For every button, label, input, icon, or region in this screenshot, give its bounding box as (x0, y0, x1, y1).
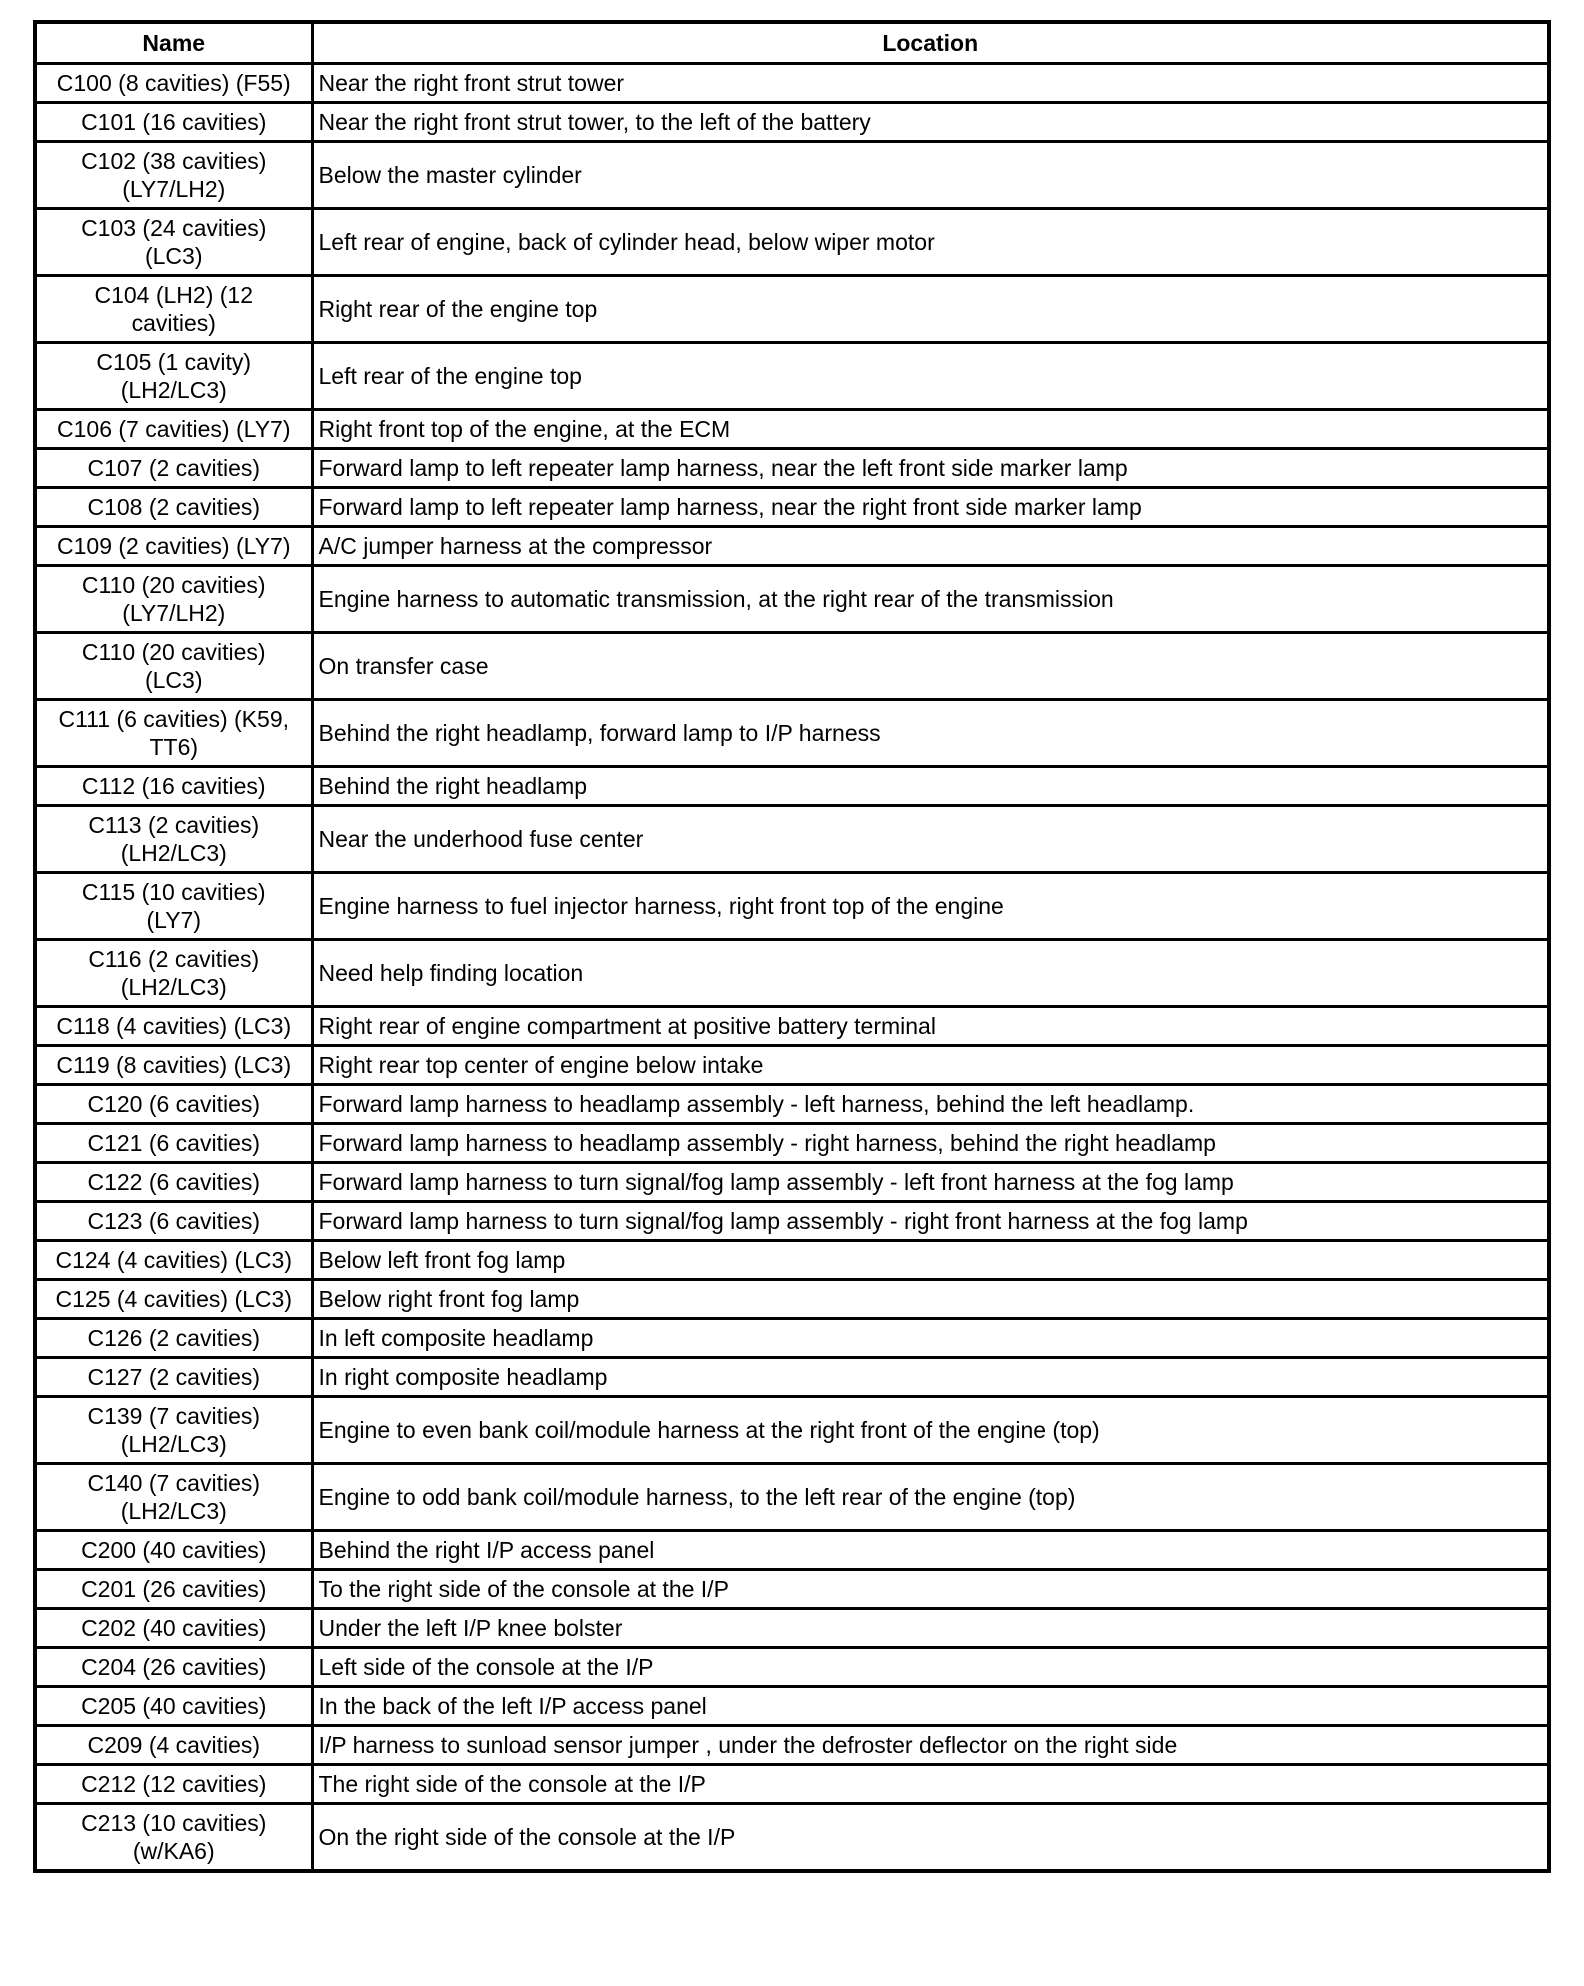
column-header-location: Location (312, 22, 1549, 64)
table-row (35, 1085, 1549, 1124)
connector-name-cell: C200 (40 cavities) (35, 1531, 312, 1570)
table-row (35, 1358, 1549, 1397)
connector-name-cell: C101 (16 cavities) (35, 103, 312, 142)
connector-name-cell: C125 (4 cavities) (LC3) (35, 1280, 312, 1319)
table-row (35, 1531, 1549, 1570)
connector-name-cell: C108 (2 cavities) (35, 488, 312, 527)
table-row (35, 940, 1549, 1007)
table-row (35, 1687, 1549, 1726)
table-row (35, 1765, 1549, 1804)
table-header-row (35, 22, 1549, 64)
connector-name-cell: C213 (10 cavities) (w/KA6) (35, 1804, 312, 1872)
connector-location-cell: On the right side of the console at the I/P (312, 1804, 1549, 1872)
connector-name-cell: C204 (26 cavities) (35, 1648, 312, 1687)
table-row (35, 527, 1549, 566)
table-row (35, 873, 1549, 940)
connector-name-cell: C110 (20 cavities) (LC3) (35, 633, 312, 700)
table-row (35, 806, 1549, 873)
connector-location-cell: A/C jumper harness at the compressor (312, 527, 1549, 566)
connector-name-cell: C120 (6 cavities) (35, 1085, 312, 1124)
connector-location-cell: Under the left I/P knee bolster (312, 1609, 1549, 1648)
table-row (35, 1202, 1549, 1241)
connector-name-cell: C205 (40 cavities) (35, 1687, 312, 1726)
connector-name-cell: C140 (7 cavities) (LH2/LC3) (35, 1464, 312, 1531)
connector-name-cell: C107 (2 cavities) (35, 449, 312, 488)
table-row (35, 1804, 1549, 1872)
connector-location-table (33, 20, 1551, 1873)
table-row (35, 566, 1549, 633)
connector-location-cell: In right composite headlamp (312, 1358, 1549, 1397)
connector-location-cell: Forward lamp harness to headlamp assembly - left harness, behind the left headlamp. (312, 1085, 1549, 1124)
table-row (35, 1241, 1549, 1280)
table-row (35, 767, 1549, 806)
connector-name-cell: C109 (2 cavities) (LY7) (35, 527, 312, 566)
connector-name-cell: C115 (10 cavities) (LY7) (35, 873, 312, 940)
connector-location-cell: Behind the right I/P access panel (312, 1531, 1549, 1570)
connector-name-cell: C139 (7 cavities) (LH2/LC3) (35, 1397, 312, 1464)
connector-name-cell: C122 (6 cavities) (35, 1163, 312, 1202)
table-row (35, 1609, 1549, 1648)
connector-name-cell: C202 (40 cavities) (35, 1609, 312, 1648)
table-row (35, 142, 1549, 209)
connector-name-cell: C127 (2 cavities) (35, 1358, 312, 1397)
connector-location-cell: Forward lamp harness to headlamp assembly - right harness, behind the right headlamp (312, 1124, 1549, 1163)
connector-location-cell: Right rear of the engine top (312, 276, 1549, 343)
connector-name-cell: C212 (12 cavities) (35, 1765, 312, 1804)
table-row (35, 488, 1549, 527)
table-row (35, 1319, 1549, 1358)
connector-location-cell: On transfer case (312, 633, 1549, 700)
connector-name-cell: C102 (38 cavities) (LY7/LH2) (35, 142, 312, 209)
connector-name-cell: C106 (7 cavities) (LY7) (35, 410, 312, 449)
connector-location-table-wrapper (33, 20, 1551, 1873)
table-row (35, 276, 1549, 343)
connector-location-cell: Below the master cylinder (312, 142, 1549, 209)
connector-name-cell: C119 (8 cavities) (LC3) (35, 1046, 312, 1085)
table-row (35, 1280, 1549, 1319)
connector-location-cell: Right front top of the engine, at the ECM (312, 410, 1549, 449)
table-row (35, 64, 1549, 103)
connector-name-cell: C116 (2 cavities) (LH2/LC3) (35, 940, 312, 1007)
table-row (35, 103, 1549, 142)
connector-name-cell: C201 (26 cavities) (35, 1570, 312, 1609)
column-header-name: Name (35, 22, 312, 64)
table-row (35, 1397, 1549, 1464)
table-row (35, 449, 1549, 488)
connector-location-cell: Need help finding location (312, 940, 1549, 1007)
connector-location-cell: In the back of the left I/P access panel (312, 1687, 1549, 1726)
connector-name-cell: C105 (1 cavity) (LH2/LC3) (35, 343, 312, 410)
connector-location-cell: Left rear of the engine top (312, 343, 1549, 410)
connector-location-cell: Forward lamp to left repeater lamp harness, near the left front side marker lamp (312, 449, 1549, 488)
table-row (35, 1726, 1549, 1765)
connector-location-cell: Engine harness to fuel injector harness, right front top of the engine (312, 873, 1549, 940)
connector-location-cell: Right rear top center of engine below intake (312, 1046, 1549, 1085)
connector-location-cell: Left rear of engine, back of cylinder head, below wiper motor (312, 209, 1549, 276)
table-row (35, 1046, 1549, 1085)
table-row (35, 633, 1549, 700)
connector-name-cell: C112 (16 cavities) (35, 767, 312, 806)
table-row (35, 1648, 1549, 1687)
connector-name-cell: C100 (8 cavities) (F55) (35, 64, 312, 103)
connector-location-cell: Behind the right headlamp (312, 767, 1549, 806)
connector-location-cell: Engine to odd bank coil/module harness, to the left rear of the engine (top) (312, 1464, 1549, 1531)
connector-location-cell: Near the right front strut tower, to the left of the battery (312, 103, 1549, 142)
connector-name-cell: C113 (2 cavities) (LH2/LC3) (35, 806, 312, 873)
connector-location-cell: I/P harness to sunload sensor jumper , under the defroster deflector on the right side (312, 1726, 1549, 1765)
connector-name-cell: C118 (4 cavities) (LC3) (35, 1007, 312, 1046)
connector-location-cell: The right side of the console at the I/P (312, 1765, 1549, 1804)
connector-location-cell: Forward lamp to left repeater lamp harness, near the right front side marker lamp (312, 488, 1549, 527)
connector-name-cell: C124 (4 cavities) (LC3) (35, 1241, 312, 1280)
table-row (35, 1570, 1549, 1609)
connector-location-cell: Near the right front strut tower (312, 64, 1549, 103)
table-row (35, 1007, 1549, 1046)
connector-location-cell: Below right front fog lamp (312, 1280, 1549, 1319)
table-row (35, 1124, 1549, 1163)
connector-location-cell: Behind the right headlamp, forward lamp to I/P harness (312, 700, 1549, 767)
table-row (35, 1163, 1549, 1202)
connector-location-cell: Forward lamp harness to turn signal/fog lamp assembly - right front harness at the fog lamp (312, 1202, 1549, 1241)
connector-location-cell: Left side of the console at the I/P (312, 1648, 1549, 1687)
connector-location-cell: Near the underhood fuse center (312, 806, 1549, 873)
connector-name-cell: C110 (20 cavities) (LY7/LH2) (35, 566, 312, 633)
connector-location-cell: In left composite headlamp (312, 1319, 1549, 1358)
connector-name-cell: C121 (6 cavities) (35, 1124, 312, 1163)
table-row (35, 209, 1549, 276)
table-row (35, 410, 1549, 449)
connector-name-cell: C123 (6 cavities) (35, 1202, 312, 1241)
table-row (35, 700, 1549, 767)
connector-name-cell: C209 (4 cavities) (35, 1726, 312, 1765)
connector-location-cell: Below left front fog lamp (312, 1241, 1549, 1280)
connector-name-cell: C126 (2 cavities) (35, 1319, 312, 1358)
table-row (35, 343, 1549, 410)
connector-name-cell: C103 (24 cavities) (LC3) (35, 209, 312, 276)
connector-location-cell: Engine to even bank coil/module harness at the right front of the engine (top) (312, 1397, 1549, 1464)
connector-location-cell: Right rear of engine compartment at positive battery terminal (312, 1007, 1549, 1046)
table-body (35, 64, 1549, 1872)
connector-location-cell: Engine harness to automatic transmission, at the right rear of the transmission (312, 566, 1549, 633)
table-row (35, 1464, 1549, 1531)
connector-name-cell: C111 (6 cavities) (K59, TT6) (35, 700, 312, 767)
connector-location-cell: To the right side of the console at the I/P (312, 1570, 1549, 1609)
connector-name-cell: C104 (LH2) (12 cavities) (35, 276, 312, 343)
connector-location-cell: Forward lamp harness to turn signal/fog lamp assembly - left front harness at the fog lamp (312, 1163, 1549, 1202)
